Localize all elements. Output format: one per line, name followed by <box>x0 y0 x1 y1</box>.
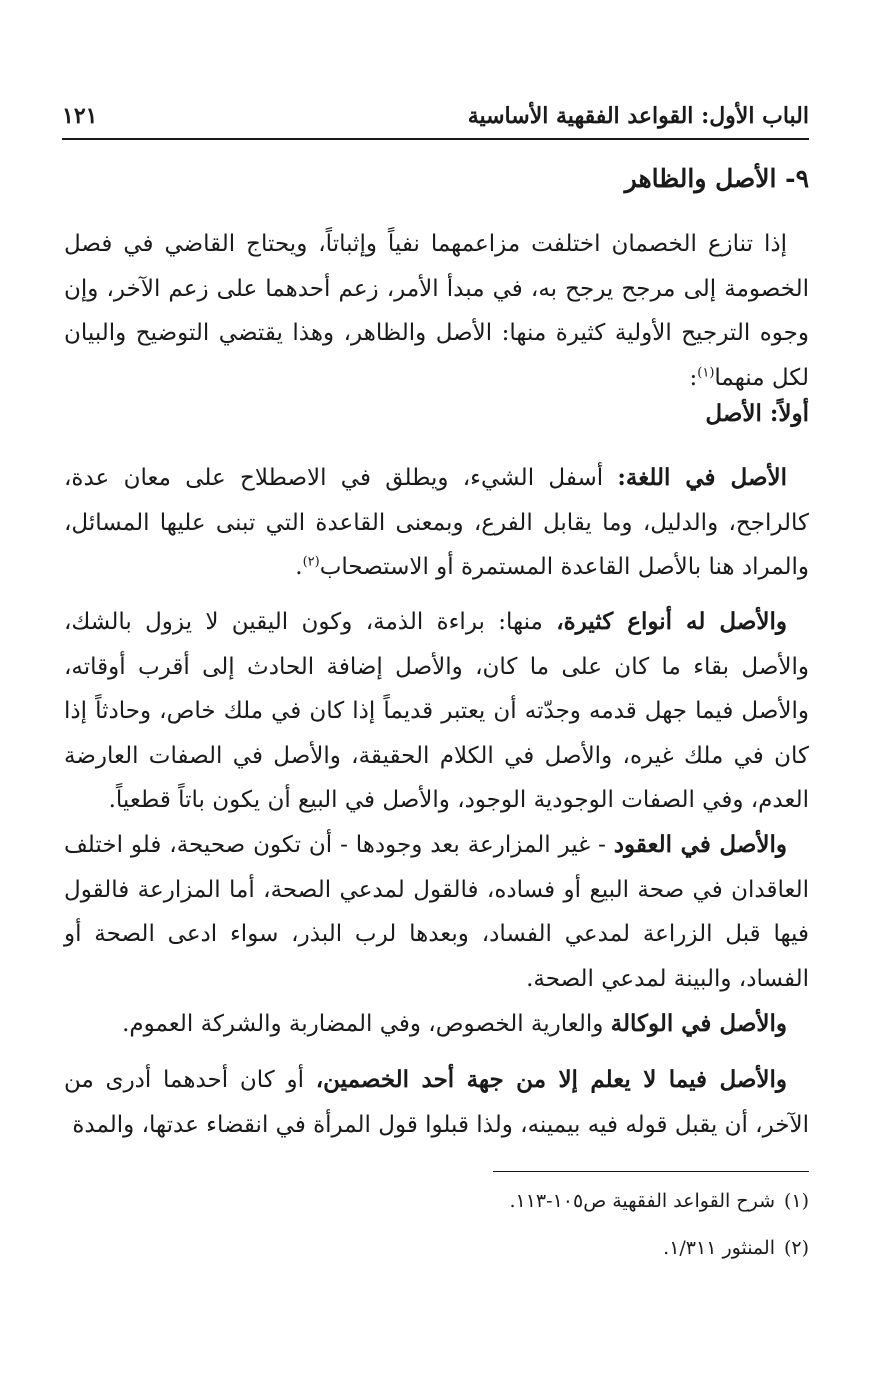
paragraph-lead: الأصل في اللغة: <box>617 464 787 491</box>
chapter-title: الباب الأول: القواعد الفقهية الأساسية <box>467 103 809 129</box>
paragraph-lead: والأصل فيما لا يعلم إلا من جهة أحد الخصمين، <box>315 1066 787 1093</box>
running-header <box>62 94 809 140</box>
intro-colon: : <box>689 364 698 391</box>
intro-text: إذا تنازع الخصمان اختلفت مزاعمهما نفياً وإثباتاً، ويحتاج القاضي في فصل الخصومة إلى مرجح يرجح به، في مبدأ الأمر، زعم أحدهما على زعم الآخر، وإن وجوه الترجيح الأولية كثيرة منها: الأصل والظاهر، وهذا يقتضي التوضيح والبيان لكل منهما <box>64 231 809 391</box>
page-number: ١٢١ <box>62 103 98 129</box>
paragraph-asl-unknown <box>64 1058 809 1147</box>
section-heading: ٩- الأصل والظاهر <box>624 164 809 193</box>
footnote-text: شرح القواعد الفقهية ص١٠٥-١١٣. <box>509 1190 775 1212</box>
footnote-ref-2: (٢) <box>302 554 320 570</box>
paragraph-text: والعارية الخصوص، وفي المضاربة والشركة العموم. <box>122 1011 611 1037</box>
footnote-2 <box>663 1237 809 1259</box>
intro-paragraph <box>64 222 809 400</box>
footnote-ref-1: (١) <box>697 364 715 380</box>
paragraph-text: أسفل الشيء، ويطلق في الاصطلاح على معان عدة، كالراجح، والدليل، وما يقابل الفرع، وبمعنى القاعدة التي تبنى عليها المسائل، والمراد هنا بالأصل القاعدة المستمرة أو الاستصحاب <box>64 465 809 580</box>
footnote-separator <box>493 1171 809 1172</box>
paragraph-asl-agency <box>64 1002 809 1047</box>
paragraph-lead: والأصل في الوكالة <box>610 1010 787 1037</box>
paragraph-text: منها: براءة الذمة، وكون اليقين لا يزول بالشك، والأصل بقاء ما كان على ما كان، والأصل إضافة الحادث إلى أقرب أوقاته، والأصل فيما جهل قدمه وجدّته أن يعتبر قديماً إذا كان في ملك خاص، وحادثاً إذا كان في ملك غيره، والأصل في الكلام الحقيقة، والأصل في الصفات العارضة العدم، وفي الصفات الوجودية الوجود، والأصل في البيع أن يكون باتاً قطعياً. <box>64 609 809 813</box>
footnote-text: المنثور ١/٣١١. <box>663 1237 775 1259</box>
footnote-1 <box>509 1190 809 1212</box>
paragraph-asl-types <box>64 600 809 823</box>
footnote-number: (٢) <box>783 1237 809 1259</box>
paragraph-text: أو كان أحدهما أدرى من الآخر، أن يقبل قوله فيه بيمينه، ولذا قبلوا قول المرأة في انقضاء عدتها، والمدة <box>64 1067 809 1138</box>
paragraph-lead: والأصل له أنواع كثيرة، <box>556 608 787 635</box>
paragraph-lead: والأصل في العقود <box>613 831 787 858</box>
paragraph-text: - غير المزارعة بعد وجودها - أن تكون صحيحة، فلو اختلف العاقدان في صحة البيع أو فساده، فالقول لمدعي الصحة، أما المزارعة فالقول فيها قبل الزراعة لمدعي الفساد، وبعدها لرب البذر، سواء ادعى الصحة أو الفساد، والبينة لمدعي الصحة. <box>64 832 809 992</box>
footnote-number: (١) <box>783 1190 809 1212</box>
paragraph-end: . <box>295 554 303 580</box>
paragraph-asl-language <box>64 456 809 590</box>
paragraph-asl-contracts <box>64 823 809 1001</box>
subsection-heading: أولاً: الأصل <box>705 400 809 427</box>
